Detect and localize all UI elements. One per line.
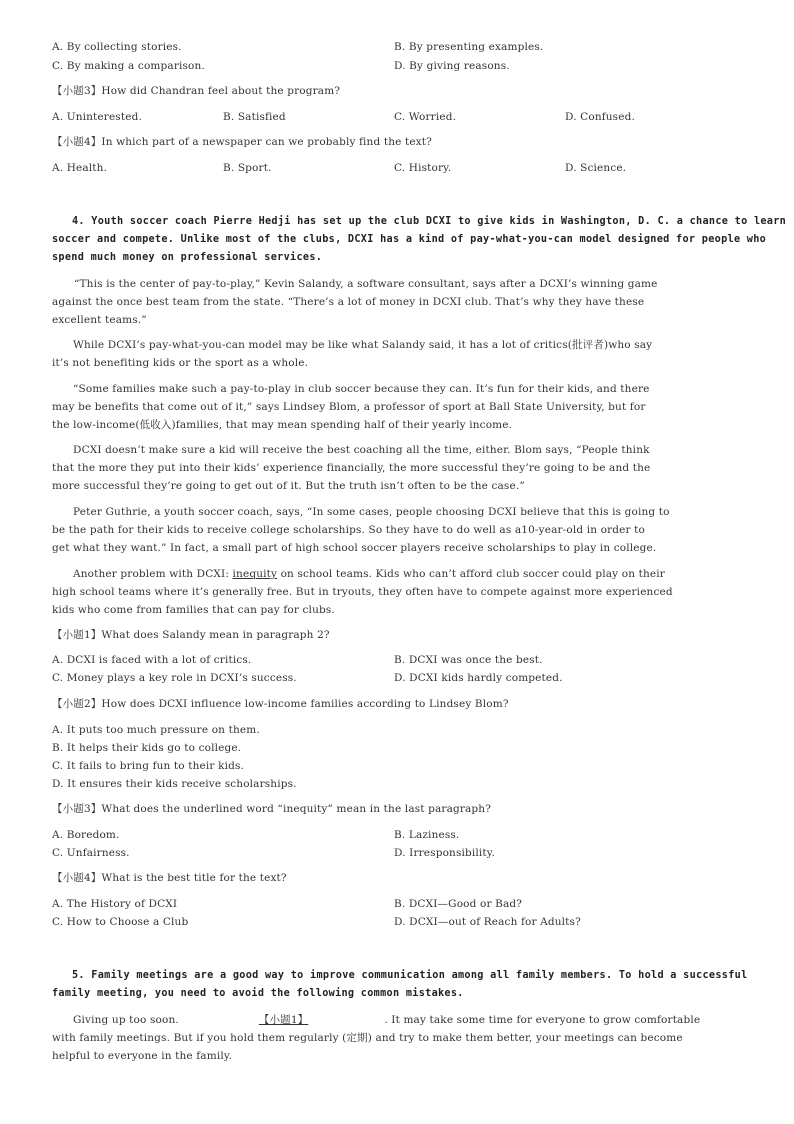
prev-q3-option-c: C. Worried. <box>394 111 457 123</box>
prev-q2-option-b: B. By presenting examples. <box>394 41 544 53</box>
passage-4-para-2-line: While DCXI’s pay-what-you-can model may be like what Salandy said, it has a lot of critics(批评者)who say <box>73 339 653 351</box>
q4-option-c: C. How to Choose a Club <box>52 916 189 928</box>
q4-option-b: B. DCXI—Good or Bad? <box>394 898 523 910</box>
prev-q2-option-c: C. By making a comparison. <box>52 60 205 72</box>
para-text-after-blank: . It may take some time for everyone to grow comfortable <box>384 1014 701 1026</box>
prev-q3-option-b: B. Satisfied <box>223 111 286 123</box>
para-6-text-after: on school teams. Kids who can’t afford club soccer could play on their <box>277 568 665 580</box>
fill-in-blank-1 <box>197 1013 372 1027</box>
prev-question-3: 【小题3】How did Chandran feel about the program? <box>52 85 341 97</box>
prev-q3-option-d: D. Confused. <box>565 111 635 123</box>
q3-option-a: A. Boredom. <box>52 829 120 841</box>
passage-4-para-1-line: against the once best team from the state. “There’s a lot of money in DCXI club. That’s why they have these <box>52 296 645 308</box>
prev-q2-option-d: D. By giving reasons. <box>394 60 510 72</box>
q4-option-d: D. DCXI—out of Reach for Adults? <box>394 916 581 928</box>
q1-option-d: D. DCXI kids hardly competed. <box>394 672 563 684</box>
passage-4-para-4-line: DCXI doesn’t make sure a kid will receive the best coaching all the time, either. Blom says, “People think <box>73 444 650 456</box>
passage-4-para-1-line: “This is the center of pay-to-play,” Kevin Salandy, a software consultant, says after a DCXI’s winning game <box>74 278 658 290</box>
q3-option-b: B. Laziness. <box>394 829 460 841</box>
question-1: 【小题1】What does Salandy mean in paragraph 2? <box>52 629 330 641</box>
passage-5-intro-line: 5. Family meetings are a good way to improve communication among all family members. To hold a successful <box>72 970 748 981</box>
passage-4-para-4-line: more successful they’re going to get out of it. But the truth isn’t often to be the case.” <box>52 480 525 492</box>
passage-4-para-5-line: be the path for their kids to receive college scholarships. So they have to do well as a10-year-old in order to <box>52 524 645 536</box>
passage-4-intro-line: 4. Youth soccer coach Pierre Hedji has set up the club DCXI to give kids in Washington, D. C. a chance to learn <box>72 216 787 227</box>
para-text-before-blank: Giving up too soon. <box>73 1014 179 1026</box>
prev-q4-option-b: B. Sport. <box>223 162 272 174</box>
q2-option-d: D. It ensures their kids receive scholarships. <box>52 778 297 790</box>
passage-4-para-5-line: Peter Guthrie, a youth soccer coach, says, “In some cases, people choosing DCXI believe that this is going to <box>73 506 670 518</box>
passage-4-para-5-line: get what they want.” In fact, a small part of high school soccer players receive scholarships to play in college. <box>52 542 657 554</box>
q3-option-d: D. Irresponsibility. <box>394 847 495 859</box>
passage-4-para-6-line: high school teams where it’s generally free. But in tryouts, they often have to compete against more experienced <box>52 586 673 598</box>
blank-label: 【小题1】 <box>258 1014 309 1026</box>
q3-option-c: C. Unfairness. <box>52 847 130 859</box>
para-6-text-before: Another problem with DCXI: <box>73 568 233 580</box>
passage-4-para-2-line: it’s not benefiting kids or the sport as a whole. <box>52 357 309 369</box>
passage-4-para-3-line: the low-income(低收入)families, that may mean spending half of their yearly income. <box>52 419 513 431</box>
passage-5-intro-line: family meeting, you need to avoid the following common mistakes. <box>52 988 464 999</box>
prev-q3-option-a: A. Uninterested. <box>52 111 142 123</box>
q2-option-a: A. It puts too much pressure on them. <box>52 724 260 736</box>
passage-4-para-4-line: that the more they put into their kids’ experience financially, the more successful they’re going to be and the <box>52 462 651 474</box>
question-3: 【小题3】What does the underlined word “inequity” mean in the last paragraph? <box>52 803 491 815</box>
q1-option-b: B. DCXI was once the best. <box>394 654 543 666</box>
prev-q4-option-a: A. Health. <box>52 162 108 174</box>
question-2: 【小题2】How does DCXI influence low-income families according to Lindsey Blom? <box>52 698 509 710</box>
passage-4-para-3-line: may be benefits that come out of it,” says Lindsey Blom, a professor of sport at Ball State University, but for <box>52 401 646 413</box>
q2-option-b: B. It helps their kids go to college. <box>52 742 242 754</box>
passage-4-para-6-line <box>73 567 665 581</box>
prev-q2-option-a: A. By collecting stories. <box>52 41 182 53</box>
q4-option-a: A. The History of DCXI <box>52 898 178 910</box>
passage-5-para-1-line: helpful to everyone in the family. <box>52 1050 233 1062</box>
q2-option-c: C. It fails to bring fun to their kids. <box>52 760 244 772</box>
passage-4-para-3-line: “Some families make such a pay-to-play in club soccer because they can. It’s fun for their kids, and there <box>73 383 650 395</box>
underlined-word-inequity: inequity <box>232 568 278 580</box>
q1-option-a: A. DCXI is faced with a lot of critics. <box>52 654 252 666</box>
passage-5-para-1-line: with family meetings. But if you hold them regularly (定期) and try to make them better, your meetings can become <box>52 1032 683 1044</box>
prev-q4-option-c: C. History. <box>394 162 452 174</box>
q1-option-c: C. Money plays a key role in DCXI’s success. <box>52 672 297 684</box>
passage-4-intro-line: soccer and compete. Unlike most of the clubs, DCXI has a kind of pay-what-you-can model designed for people who <box>52 234 767 245</box>
passage-4-para-1-line: excellent teams.” <box>52 314 147 326</box>
passage-4-para-6-line: kids who come from families that can pay for clubs. <box>52 604 335 616</box>
passage-5-para-1-line <box>73 1013 700 1027</box>
prev-q4-option-d: D. Science. <box>565 162 627 174</box>
passage-4-intro-line: spend much money on professional services. <box>52 252 323 263</box>
question-4: 【小题4】What is the best title for the text? <box>52 872 287 884</box>
prev-question-4: 【小题4】In which part of a newspaper can we probably find the text? <box>52 136 432 148</box>
